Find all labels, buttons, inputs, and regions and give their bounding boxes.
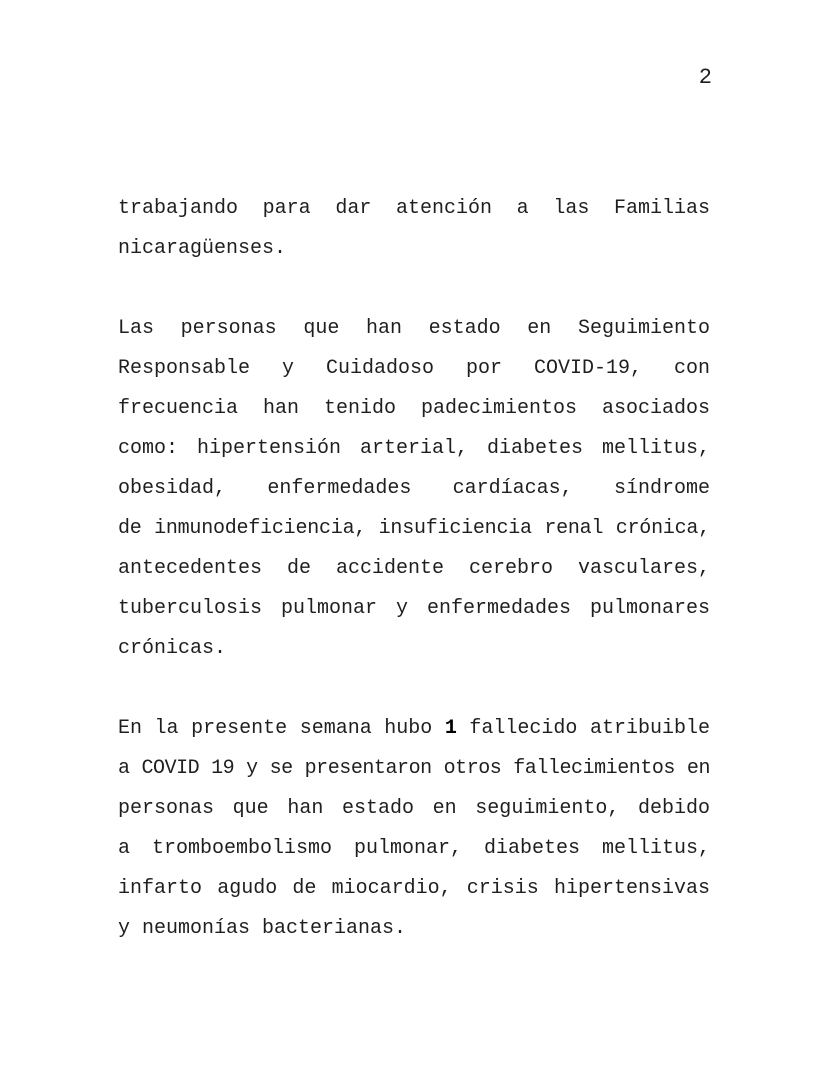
paragraph xyxy=(118,309,710,669)
text-segment: frecuencia han tenido padecimientos asociados xyxy=(118,397,710,420)
text-segment: obesidad, enfermedades cardíacas, síndrome xyxy=(118,477,710,500)
text-segment: fallecido atribuible xyxy=(456,717,710,740)
text-line xyxy=(118,589,710,629)
text-segment: de inmunodeficiencia, insuficiencia renal crónica, xyxy=(118,517,710,540)
page-number: 2 xyxy=(698,65,712,90)
text-line xyxy=(118,869,710,909)
text-line xyxy=(118,509,710,549)
text-segment: a COVID 19 y se presentaron otros fallecimientos en xyxy=(118,757,710,780)
text-line xyxy=(118,549,710,589)
text-segment: En la presente semana hubo xyxy=(118,717,445,740)
text-segment: y neumonías bacterianas. xyxy=(118,917,407,940)
text-line xyxy=(118,469,710,509)
text-segment: tuberculosis pulmonar y enfermedades pulmonares xyxy=(118,597,710,620)
text-line xyxy=(118,389,710,429)
paragraph xyxy=(118,189,710,269)
text-line xyxy=(118,229,710,269)
text-line xyxy=(118,829,710,869)
text-line xyxy=(118,709,710,749)
paragraph xyxy=(118,709,710,949)
text-segment: crónicas. xyxy=(118,637,227,660)
bold-text-segment: 1 xyxy=(444,717,457,740)
text-segment: personas que han estado en seguimiento, debido xyxy=(118,797,710,820)
text-line xyxy=(118,349,710,389)
text-line xyxy=(118,629,710,669)
text-segment: nicaragüenses. xyxy=(118,237,287,260)
text-line xyxy=(118,909,710,949)
text-segment: Las personas que han estado en Seguimiento xyxy=(118,317,710,340)
text-segment: Responsable y Cuidadoso por COVID-19, con xyxy=(118,357,710,380)
text-segment: infarto agudo de miocardio, crisis hipertensivas xyxy=(118,877,710,900)
text-line xyxy=(118,309,710,349)
text-segment: como: hipertensión arterial, diabetes mellitus, xyxy=(118,437,710,460)
document-body xyxy=(118,189,710,949)
text-segment: a tromboembolismo pulmonar, diabetes mellitus, xyxy=(118,837,710,860)
text-segment: trabajando para dar atención a las Familias xyxy=(118,197,710,220)
text-line xyxy=(118,429,710,469)
text-line xyxy=(118,189,710,229)
text-line xyxy=(118,789,710,829)
text-segment: antecedentes de accidente cerebro vasculares, xyxy=(118,557,710,580)
text-line xyxy=(118,749,710,789)
